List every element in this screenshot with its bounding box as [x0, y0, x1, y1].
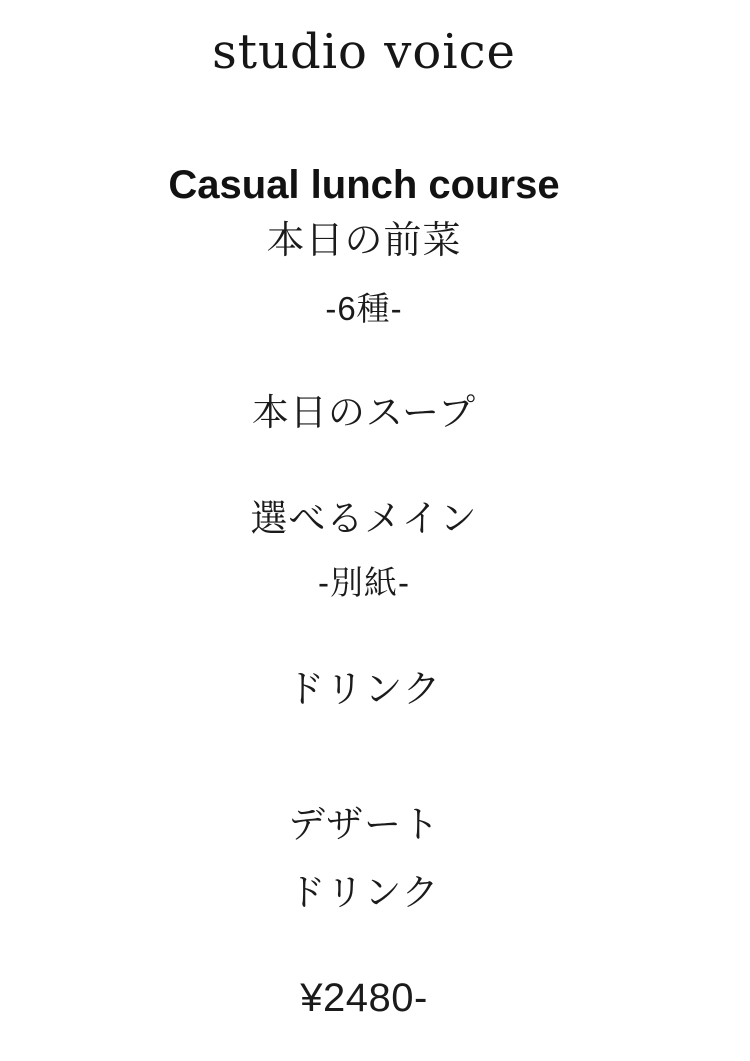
shop-name: studio voice — [212, 24, 516, 80]
menu-item-appetizer: 本日の前菜 — [266, 220, 462, 262]
menu-item-dessert-drink: ドリンク — [288, 872, 440, 913]
menu-item-main-note: -別紙- — [318, 564, 410, 601]
menu-item-main: 選べるメイン — [250, 498, 478, 539]
course-price: ¥2480- — [300, 976, 428, 1020]
menu-item-drink: ドリンク — [286, 669, 442, 711]
menu-item-soup: 本日のスープ — [251, 392, 477, 433]
menu-item-dessert: デザート — [288, 804, 440, 845]
menu-item-appetizer-note: -6種- — [325, 290, 403, 327]
course-title: Casual lunch course — [168, 163, 560, 207]
